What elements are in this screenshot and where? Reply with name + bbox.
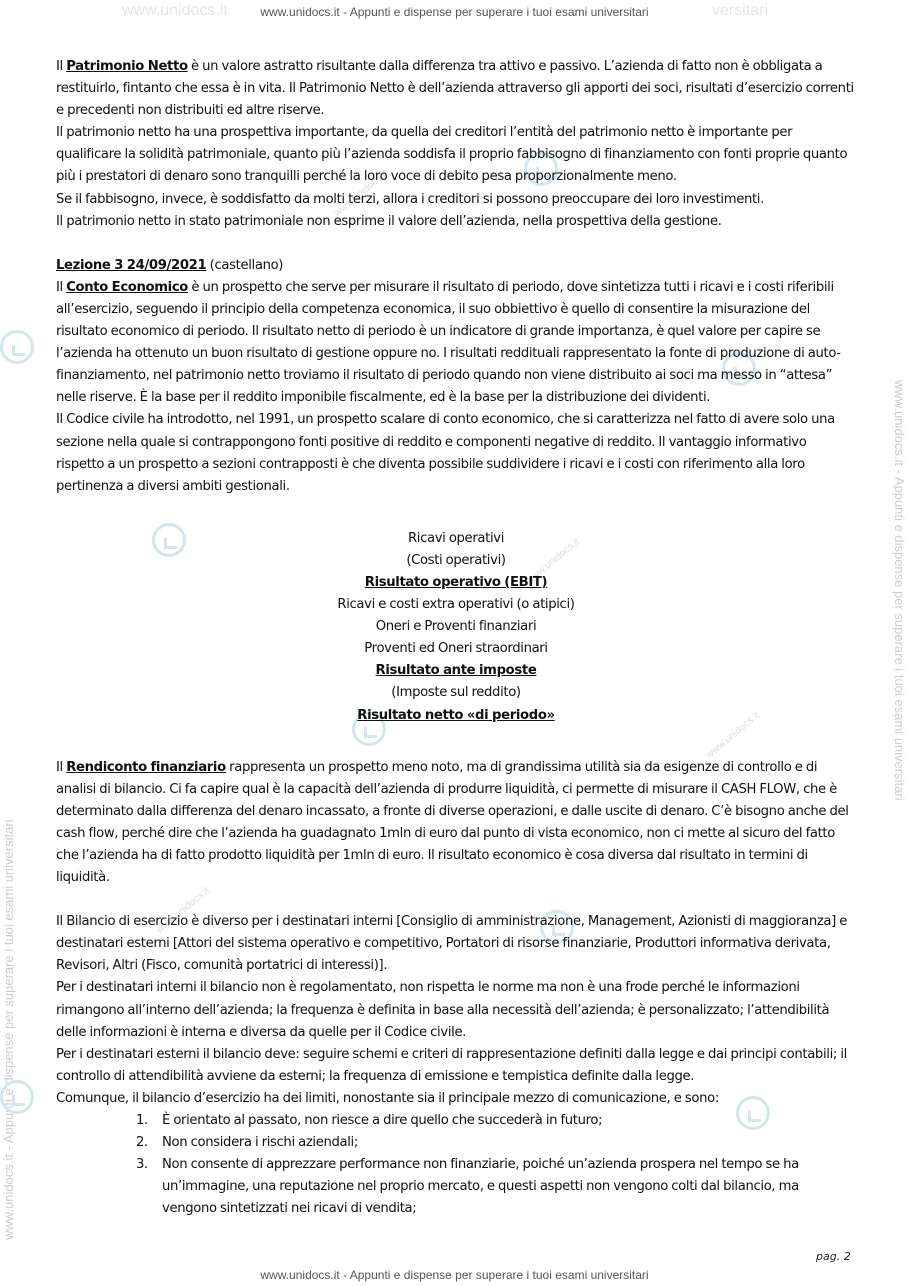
paragraph: Per i destinatari esterni il bilancio deve: seguire schemi e criteri di rappresentazione definiti dalla legge e dai principi contabili; il controllo di attendibilità avviene da esterni; la frequenza di emissione e tempistica definite dalla legge. xyxy=(56,1046,847,1084)
paragraph-text: Il xyxy=(56,759,67,775)
scheme-line-result: Risultato operativo (EBIT) xyxy=(364,574,548,590)
list-text: Non consente di apprezzare performance non finanziarie, poiché un’azienda prospera nel tempo se ha un’immagine, una reputazione nel proprio mercato, e questi aspetti non vengono colti dal bilancio, ma vengono sintetizzati nei ricavi di vendita; xyxy=(162,1157,799,1217)
paragraph: Il Bilancio di esercizio è diverso per i destinatari interni [Consiglio di amministrazione, Management, Azionisti di maggioranza] e destinatari esterni [Attori del sistema operativo e competitivo, Portatori di risorse finanziarie, Produttori informativa derivata, Revisori, Altri (Fisco, comunità portatrici di interessi)]. xyxy=(56,914,848,974)
watermark-logo-icon xyxy=(0,1080,34,1114)
watermark-ghost-left: www.unidocs.it xyxy=(122,2,228,19)
page-number: pag. 2 xyxy=(816,1250,851,1263)
list-item xyxy=(56,1154,856,1220)
list-text: È orientato al passato, non riesce a dire quello che succederà in futuro; xyxy=(162,1113,603,1129)
paragraph-patrimonio-netto: Il Patrimonio Netto è un valore astratto risultante dalla differenza tra attivo e passivo. L’azienda di fatto non è obbligata a restituirlo, fintanto che essa è in vita. Il Patrimonio Netto è dell’azienda attraverso gli apporti dei soci, risultati d’esercizio correnti e precedenti non distribuiti ed altre riserve. xyxy=(56,59,854,119)
paragraph: Per i destinatari interni il bilancio non è regolamentato, non rispetta le norme ma non è una frode perché le informazioni rimangono all’interno dell’azienda; la frequenza è definita in base alla necessità dell’azienda; è personalizzato; l’attendibilità delle informazioni è interna e diversa da quelle per il Codice civile. xyxy=(56,980,830,1040)
watermark-header: www.unidocs.it - Appunti e dispense per superare i tuoi esami universitari xyxy=(260,5,649,19)
income-statement-scheme xyxy=(56,528,856,727)
list-text: Non considera i rischi aziendali; xyxy=(162,1135,358,1151)
paragraph: Se il fabbisogno, invece, è soddisfatto da molti terzi, allora i creditori si possono preoccupare dei loro investimenti. xyxy=(56,191,764,207)
term-conto-economico: Conto Economico xyxy=(66,279,189,295)
term-patrimonio-netto: Patrimonio Netto xyxy=(66,59,188,74)
paragraph-text: rappresenta un prospetto meno noto, ma di grandissima utilità sia da esigenze di controllo e di analisi di bilancio. Ci fa capire qual è la capacità dell’azienda di produrre liquidità, ci permette di misurare il CASH FLOW, che è determinato dalla differenza del denaro incassato, a fronte di diverse operazioni, e dalle uscite di denaro. C’è bisogno anche del cash flow, perché dire che l’azienda ha guadagnato 1mln di euro dal punto di vista economico, non ci mette al sicuro del fatto che l’azienda ha di fatto prodotto liquidità per 1mln di euro. Il risultato economico è cosa diversa dal risultato in termini di liquidità. xyxy=(56,759,849,886)
watermark-diagonal: www.unidocs.it xyxy=(524,536,582,587)
paragraph-rendiconto xyxy=(56,757,856,890)
lesson-heading xyxy=(56,255,856,277)
document-body xyxy=(56,56,856,1221)
scheme-line: Ricavi operativi xyxy=(407,530,505,546)
watermark-diagonal: www.unidocs.it xyxy=(154,885,212,936)
watermark-diagonal: www.unidocs.it xyxy=(332,168,390,219)
list-number: 2. xyxy=(136,1135,148,1151)
watermark-side-right: www.unidocs.it - Appunti e dispense per superare i tuoi esami universitari xyxy=(892,380,907,801)
watermark-footer: www.unidocs.it - Appunti e dispense per superare i tuoi esami universitari xyxy=(260,1268,649,1282)
watermark-ghost-right: versitari xyxy=(712,2,769,19)
paragraph: Il patrimonio netto in stato patrimoniale non esprime il valore dell’azienda, nella prospettiva della gestione. xyxy=(56,213,722,229)
watermark-diagonal: www.unidocs.it xyxy=(704,710,762,761)
list-item xyxy=(56,1132,856,1154)
scheme-line: Proventi ed Oneri straordinari xyxy=(364,641,548,657)
scheme-line: (Costi operativi) xyxy=(406,552,506,568)
scheme-line: Ricavi e costi extra operativi (o atipici) xyxy=(337,597,575,613)
scheme-line: Oneri e Proventi finanziari xyxy=(375,619,537,635)
watermark-logo-icon xyxy=(0,330,34,364)
scheme-line-result: Risultato ante imposte xyxy=(375,663,537,679)
paragraph-text: è un valore astratto risultante dalla differenza tra attivo e passivo. L’azienda di fatto non è obbligata a restituirlo, fintanto che essa è in vita. Il Patrimonio Netto è dell’azienda attraverso gli apporti dei soci, risultati d’esercizio correnti e precedenti non distribuiti ed altre riserve. xyxy=(56,59,854,119)
paragraph-conto-economico: Il Conto Economico è un prospetto che serve per misurare il risultato di periodo, dove sintetizza tutti i ricavi e i costi riferibili all’esercizio, seguendo il principio della competenza economica, il suo obbiettivo è quello di consentire la misurazione del risultato economico di periodo. Il risultato netto di periodo è un indicatore di grande importanza, è quel valore per capire se l’azienda ha ottenuto un buon risultato di gestione oppure no. I risultati reddituali rappresentato la fonte di produzione di auto-finanziamento, nel patrimonio netto troviamo il risultato di periodo quando non viene distribuito ai soci ma messo in “attesa” nelle riserve. È la base per il reddito imponibile fiscalmente, ed è la base per la distribuzione dei dividenti. xyxy=(56,279,841,406)
scheme-line-result: Risultato netto «di periodo» xyxy=(357,707,555,723)
term-rendiconto-finanziario: Rendiconto finanziario xyxy=(66,759,226,775)
list-number: 3. xyxy=(136,1157,148,1173)
scheme-line: (Imposte sul reddito) xyxy=(391,685,521,701)
watermark-side-left: www.unidocs.it - Appunti e dispense per superare i tuoi esami universitari xyxy=(1,819,16,1240)
lesson-title: Lezione 3 24/09/2021 xyxy=(56,257,207,273)
list-item xyxy=(56,1110,856,1132)
list-number: 1. xyxy=(136,1113,148,1129)
paragraph: Comunque, il bilancio d’esercizio ha dei limiti, nonostante sia il principale mezzo di comunicazione, e sono: xyxy=(56,1090,719,1106)
paragraph: Il patrimonio netto ha una prospettiva importante, da quella dei creditori l’entità del patrimonio netto è importante per qualificare la solidità patrimoniale, quanto più l’azienda soddisfa il proprio fabbisogno di finanziamento con fonti proprie quanto più i prestatori di denaro sono tranquilli perché la loro voce di debito pesa proporzionalmente meno. xyxy=(56,125,848,185)
paragraph: Il Codice civile ha introdotto, nel 1991, un prospetto scalare di conto economico, che si caratterizza nel fatto di avere solo una sezione nella quale si contrappongono fonti positive di reddito e componenti negative di reddito. Il vantaggio informativo rispetto a un prospetto a sezioni contrapposti è che diventa possibile suddividere i ricavi e i costi con riferimento alla loro pertinenza a diversi ambiti gestionali. xyxy=(56,412,835,494)
paragraph-text: è un prospetto che serve per misurare il risultato di periodo, dove sintetizza tutti i ricavi e i costi riferibili all’esercizio, seguendo il principio della competenza economica, il suo obbiettivo è quello di consentire la misurazione del risultato economico di periodo. Il risultato netto di periodo è un indicatore di grande importanza, è quel valore per capire se l’azienda ha ottenuto un buon risultato di gestione oppure no. I risultati reddituali rappresentato la fonte di produzione di auto-finanziamento, nel patrimonio netto troviamo il risultato di periodo quando non viene distribuito ai soci ma messo in “attesa” nelle riserve. È la base per il reddito imponibile fiscalmente, ed è la base per la distribuzione dei dividenti. xyxy=(56,279,841,406)
lesson-author: (castellano) xyxy=(206,257,284,273)
limits-list xyxy=(56,1110,856,1220)
